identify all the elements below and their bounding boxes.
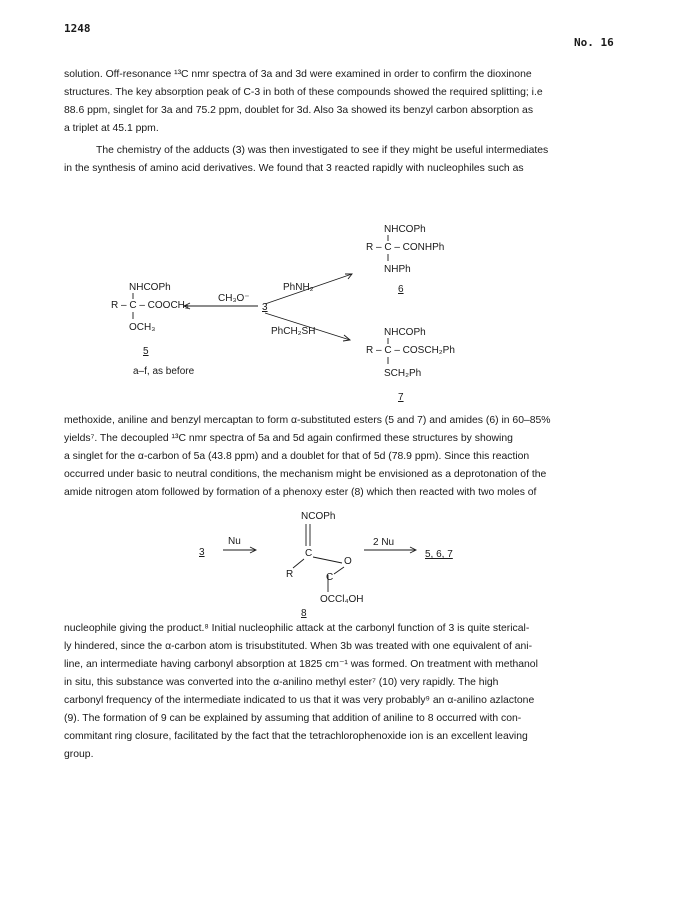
- text-line: methoxide, aniline and benzyl mercaptan to form α-substituted esters (5 and 7) and amides (6) in 60–85%: [64, 415, 551, 426]
- reagent-benzyl-mercaptan: PhCH₂SH: [271, 326, 316, 337]
- reagent-methoxide: CH₃O⁻: [218, 293, 250, 304]
- compound-5-bot: OCH₃: [129, 322, 156, 333]
- text-line: 88.6 ppm, singlet for 3a and 75.2 ppm, doublet for 3d. Also 3a showed its benzyl carbon absorption as: [64, 105, 534, 116]
- compound-7-top: NHCOPh: [384, 327, 426, 338]
- compound-6-top: NHCOPh: [384, 224, 426, 235]
- text-line: in the synthesis of amino acid derivatives. We found that 3 reacted rapidly with nucleophiles such as: [64, 163, 524, 174]
- paragraph-3: [64, 412, 620, 502]
- reagent-aniline: PhNH₂: [283, 282, 314, 293]
- scheme2-carbon-2: C: [326, 572, 334, 583]
- compound-8-number: 8: [301, 608, 307, 619]
- text-line: (9). The formation of 9 can be explained by assuming that addition of aniline to 8 occurred with con-: [64, 713, 522, 724]
- compound-7-bot: SCH₂Ph: [384, 368, 422, 379]
- text-line: carbonyl frequency of the intermediate indicated to us that it was very probably⁹ an α-anilino azlactone: [64, 695, 535, 706]
- text-line: structures. The key absorption peak of C-3 in both of these compounds showed the required splitting; i.e: [64, 87, 543, 98]
- paragraph-2: [64, 142, 620, 178]
- page-number: 1248: [64, 22, 91, 35]
- paragraph-1: [64, 66, 620, 138]
- text-line: solution. Off-resonance ¹³C nmr spectra of 3a and 3d were examined in order to confirm the dioxinone: [64, 69, 532, 80]
- text-line: a singlet for the α-carbon of 5a (43.8 ppm) and a doublet for that of 5d (78.9 ppm). Since this reaction: [64, 451, 530, 462]
- paragraph-4: [64, 620, 620, 764]
- compound-6-bot: NHPh: [384, 264, 411, 275]
- text-line: occurred under basic to neutral conditions, the mechanism might be envisioned as a deprotonation of the: [64, 469, 547, 480]
- scheme2-reagent-nu: Nu: [228, 536, 241, 547]
- compound-7-number: 7: [398, 392, 404, 403]
- compound-7-mid: R – C – COSCH₂Ph: [366, 345, 455, 356]
- scheme2-reagent-2nu: 2 Nu: [373, 537, 395, 548]
- scheme2-top-group: NCOPh: [301, 511, 336, 522]
- text-line: The chemistry of the adducts (3) was then investigated to see if they might be useful intermediates: [96, 145, 549, 156]
- scheme2-start-number: 3: [199, 547, 205, 558]
- compound-5-mid: R – C – COOCH₃: [111, 300, 189, 311]
- compound-5-note: a–f, as before: [133, 366, 195, 377]
- scheme2-oxygen: O: [344, 556, 352, 567]
- text-line: line, an intermediate having carbonyl absorption at 1825 cm⁻¹ was formed. On treatment with methanol: [64, 659, 538, 670]
- compound-6-number: 6: [398, 284, 404, 295]
- scheme2-carbon: C: [305, 548, 313, 559]
- compound-5-top: NHCOPh: [129, 282, 171, 293]
- compound-3-number: 3: [262, 302, 268, 313]
- text-line: a triplet at 45.1 ppm.: [64, 123, 159, 134]
- text-line: ly hindered, since the α-carbon atom is trisubstituted. When 3b was treated with one equivalent of ani-: [64, 641, 533, 652]
- text-line: group.: [64, 749, 94, 760]
- text-line: amide nitrogen atom followed by formation of a phenoxy ester (8) which then reacted with two moles of: [64, 487, 537, 498]
- issue-number: No. 16: [574, 36, 614, 49]
- text-line: yields⁷. The decoupled ¹³C nmr spectra of 5a and 5d again confirmed these structures by showing: [64, 433, 513, 444]
- text-line: nucleophile giving the product.⁸ Initial nucleophilic attack at the carbonyl function of 3 is quite sterical-: [64, 623, 530, 634]
- scheme2-r-label: R: [286, 569, 294, 580]
- text-line: in situ, this substance was converted into the α-anilino methyl ester⁷ (10) very rapidly. The high: [64, 677, 499, 688]
- compound-5-number: 5: [143, 346, 149, 357]
- compound-6-mid: R – C – CONHPh: [366, 242, 445, 253]
- text-line: commitant ring closure, facilitated by the fact that the tetrachlorophenoxide ion is an excellent leaving: [64, 731, 528, 742]
- scheme2-products: 5, 6, 7: [425, 549, 453, 560]
- scheme2-ester: OCCl₄OH: [320, 594, 364, 605]
